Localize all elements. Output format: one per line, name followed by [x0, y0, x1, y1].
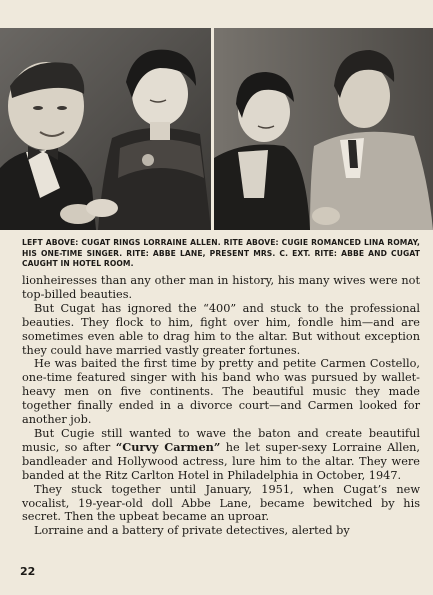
- article-paragraph: They stuck together until January, 1951, when Cugat’s new vocalist, 19-year-old doll Abbe Lane, became bewitched by his secret. Then the upbeat became an uproar.: [22, 482, 420, 524]
- article-paragraph: Lorraine and a battery of private detectives, alerted by: [34, 524, 350, 538]
- photo-row: [0, 28, 433, 230]
- paragraph-text: he let super-sexy Lorraine Allen, bandleader and Hollywood actress, lure him to the altar. They were banded at the Ritz Carlton Hotel in Philadelphia in October, 1947.: [22, 440, 421, 482]
- article-paragraph: [22, 427, 420, 483]
- photo-caption: LEFT ABOVE: CUGAT RINGS LORRAINE ALLEN. RITE ABOVE: CUGIE ROMANCED LINA ROMAY, HIS ONE-TIME SINGER. RITE: ABBE LANE, PRESENT MRS. C. EXT. RITE: ABBE AND CUGAT CAUGHT IN HOTEL ROOM.: [22, 238, 420, 268]
- paragraph-text: But Cugie still wanted to wave the baton and create beautiful music, so after: [22, 426, 420, 454]
- photo-cugat-rings-lorraine: [0, 28, 211, 230]
- curvy-carmen-quote: “Curvy Carmen”: [115, 439, 221, 454]
- article-paragraph: He was baited the first time by pretty and petite Carmen Costello, one-time featured singer with his band who was pursued by wallet-heavy men on five continents. The beautiful music they made together finally ended in a divorce court—and Carmen looked for another job.: [22, 357, 420, 427]
- article-paragraph: lionheiresses than any other man in history, his many wives were not top-billed beauties.: [22, 274, 420, 301]
- article-body: [22, 274, 420, 538]
- photo-cugie-and-lina-romay: [214, 28, 433, 230]
- page-number: 22: [20, 565, 36, 578]
- article-paragraph: But Cugat has ignored the “400” and stuck to the professional beauties. They flock to him, fight over him, fondle him—and are sometimes even able to drag him to the altar. But without exception they could have married vastly greater fortunes.: [22, 301, 420, 357]
